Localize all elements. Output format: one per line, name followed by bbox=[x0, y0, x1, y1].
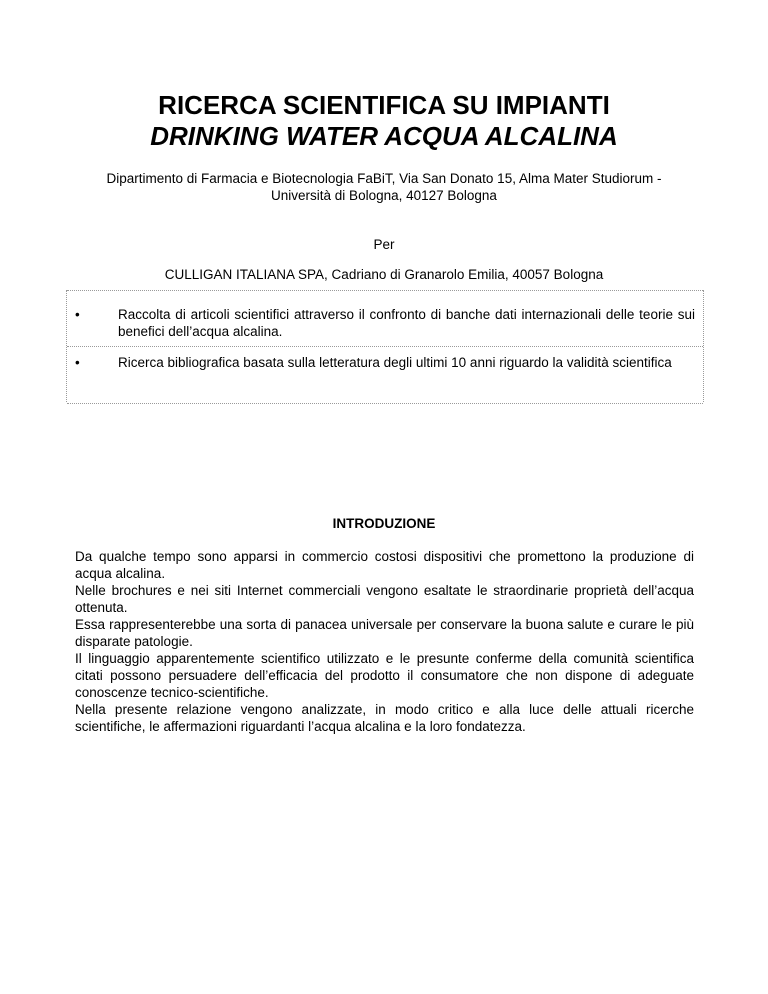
objective-text: Raccolta di articoli scientifici attraverso il confronto di banche dati internazionali delle teorie sui benefici dell’acqua alcalina. bbox=[118, 307, 695, 339]
objective-row bbox=[67, 346, 703, 404]
department-affiliation: Dipartimento di Farmacia e Biotecnologia FaBiT, Via San Donato 15, Alma Mater Studiorum - Università di Bologna, 40127 Bologna bbox=[106, 171, 662, 203]
intro-paragraph: Essa rappresenterebbe una sorta di panacea universale per conservare la buona salute e curare le più disparate patologie. bbox=[75, 617, 694, 649]
introduction-body bbox=[75, 548, 694, 735]
per-label: Per bbox=[373, 237, 395, 252]
client-name: CULLIGAN ITALIANA SPA, Cadriano di Granarolo Emilia, 40057 Bologna bbox=[164, 267, 604, 282]
document-title: RICERCA SCIENTIFICA SU IMPIANTI bbox=[158, 90, 610, 120]
intro-paragraph: Nelle brochures e nei siti Internet commerciali vengono esaltate le straordinarie proprietà dell’acqua ottenuta. bbox=[75, 583, 694, 615]
objective-text: Ricerca bibliografica basata sulla letteratura degli ultimi 10 anni riguardo la validità scientifica bbox=[118, 355, 672, 370]
objective-row bbox=[67, 290, 703, 347]
intro-paragraph: Nella presente relazione vengono analizzate, in modo critico e alla luce delle attuali ricerche scientifiche, le affermazioni riguardanti l’acqua alcalina e la loro fondatezza. bbox=[75, 702, 694, 734]
intro-paragraph: Da qualche tempo sono apparsi in commercio costosi dispositivi che promettono la produzione di acqua alcalina. bbox=[75, 549, 694, 581]
intro-paragraph: Il linguaggio apparentemente scientifico utilizzato e le presunte conferme della comunità scientifica citati possono persuadere dell’efficacia del prodotto il consumatore che non dispone di adeguate conoscenze tecnico-scientifiche. bbox=[75, 651, 694, 700]
bullet-icon: • bbox=[75, 307, 80, 322]
introduction-heading: INTRODUZIONE bbox=[332, 516, 436, 531]
document-subtitle: DRINKING WATER ACQUA ALCALINA bbox=[150, 121, 618, 151]
objectives-table bbox=[66, 290, 704, 402]
bullet-icon: • bbox=[75, 355, 80, 370]
